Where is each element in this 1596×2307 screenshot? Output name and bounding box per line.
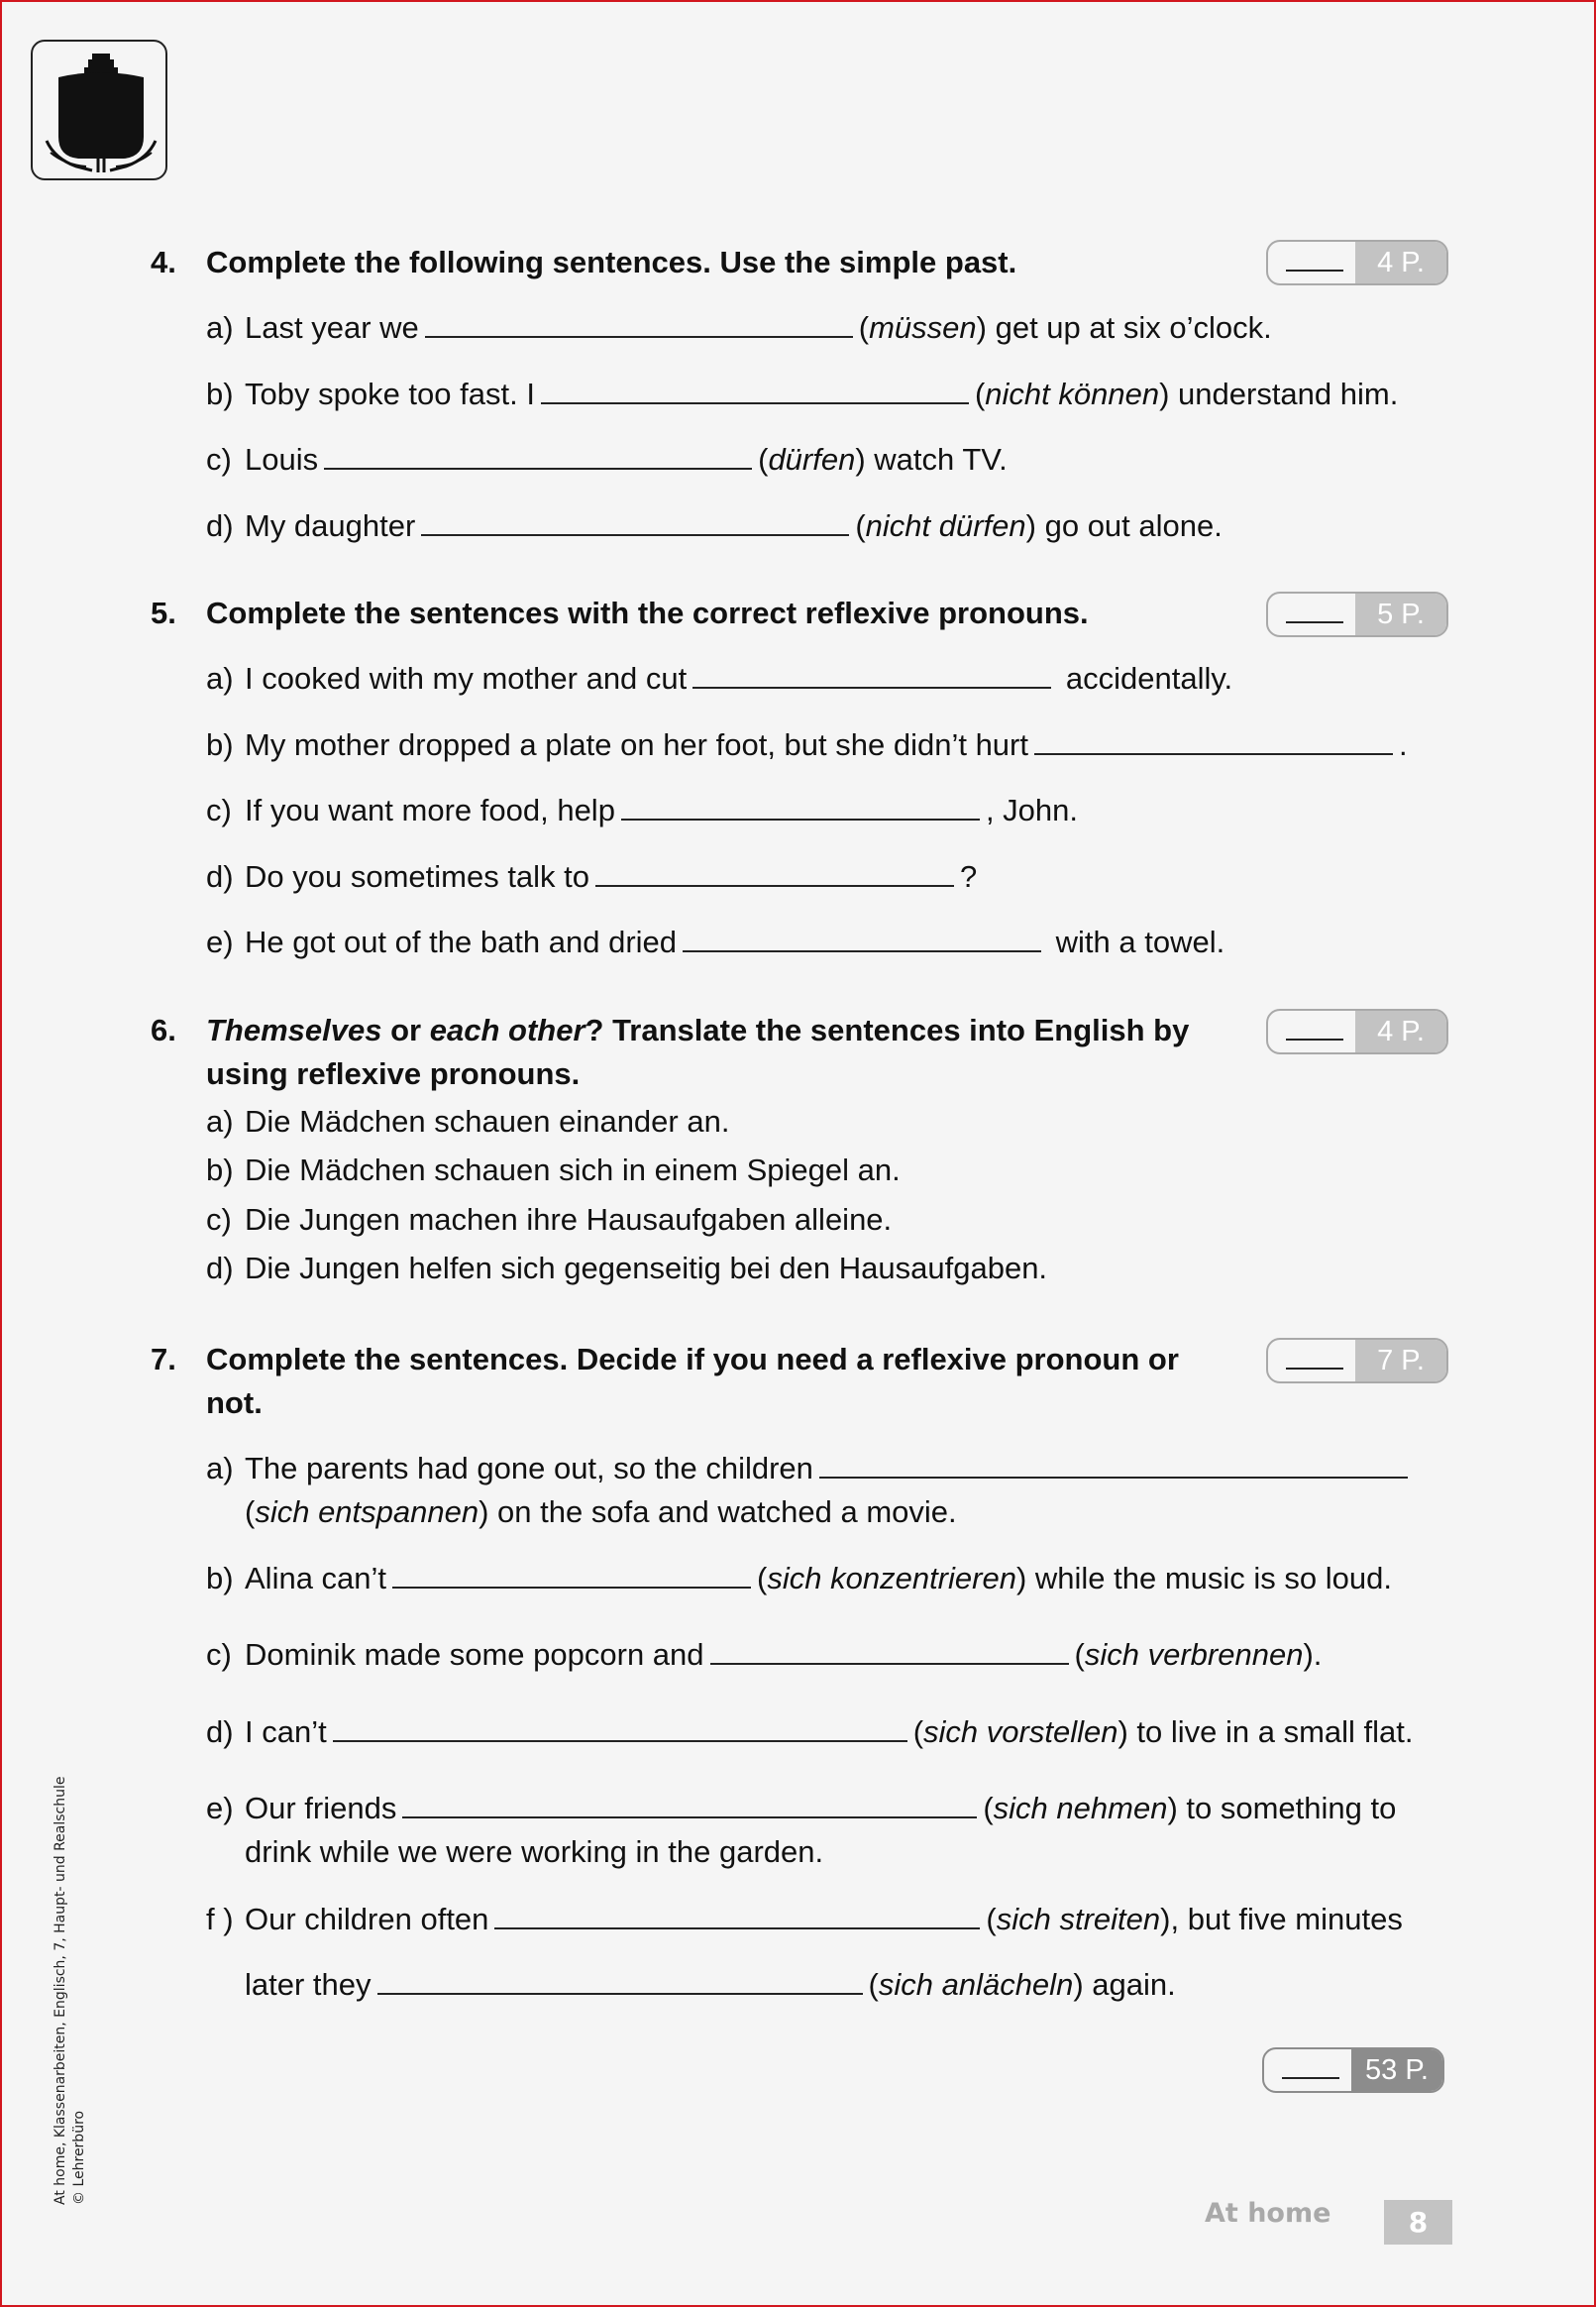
answer-blank[interactable] — [425, 308, 853, 338]
item-label: f ) — [206, 1902, 234, 1936]
item-label: c) — [206, 1202, 232, 1237]
points-value: 7 P. — [1355, 1340, 1446, 1381]
item-text: If you want more food, help — [245, 793, 615, 827]
item-text: understand him. — [1169, 377, 1399, 411]
points-box — [1266, 1338, 1448, 1383]
item-text: . — [1313, 1637, 1323, 1672]
list-item — [206, 1149, 901, 1192]
verb-hint: sich entspannen — [255, 1494, 479, 1529]
item-text: Alina can’t — [245, 1561, 387, 1595]
title-text: or — [381, 1013, 430, 1047]
answer-blank[interactable] — [494, 1900, 980, 1929]
item-label: c) — [206, 1637, 232, 1672]
item-label: d) — [206, 1251, 234, 1285]
answer-blank[interactable] — [621, 791, 980, 821]
list-item: b) Toby spoke too fast. I (nicht können) understand him. — [206, 373, 1398, 416]
task-header — [151, 592, 1448, 635]
item-label: e) — [206, 925, 234, 959]
item-text: Die Mädchen schauen sich in einem Spiegel an. — [245, 1153, 901, 1187]
item-label: d) — [206, 508, 234, 543]
task-title: Complete the following sentences. Use the simple past. — [206, 245, 1017, 279]
task-number: 7. — [151, 1342, 176, 1376]
item-text: go out alone. — [1035, 508, 1223, 543]
list-item: b) Alina can’t (sich konzentrieren) while the music is so loud. — [206, 1557, 1392, 1600]
list-item: d) My daughter (nicht dürfen) go out alone. — [206, 504, 1223, 548]
item-text: Louis — [245, 442, 319, 477]
list-item — [206, 855, 977, 899]
task-number: 5. — [151, 596, 176, 630]
answer-blank[interactable] — [402, 1789, 977, 1818]
total-points-value: 53 P. — [1351, 2049, 1442, 2091]
item-text: Our children often — [245, 1902, 489, 1936]
item-text: , but five minutes — [1170, 1902, 1403, 1936]
task-number: 6. — [151, 1013, 176, 1047]
item-text: . — [1398, 727, 1408, 762]
verb-hint: nicht können — [985, 377, 1160, 411]
task-title: Complete the sentences with the correct reflexive pronouns. — [206, 596, 1089, 630]
side-credit — [52, 1776, 89, 2205]
points-blank[interactable] — [1286, 621, 1343, 623]
list-item: d) I can’t (sich vorstellen) to live in a small flat. — [206, 1710, 1414, 1754]
item-label: d) — [206, 1714, 234, 1749]
title-emphasis: Themselves — [206, 1013, 382, 1047]
list-item: later they (sich anlächeln) again. — [245, 1967, 1176, 2002]
list-item: f ) Our children often (sich streiten), but five minutes — [206, 1898, 1403, 1941]
verb-hint: sich konzentrieren — [767, 1561, 1016, 1595]
task-header — [151, 241, 1448, 284]
verb-hint: dürfen — [768, 442, 856, 477]
list-item: a) The parents had gone out, so the children (sich entspannen) on the sofa and watched a movie. — [206, 1447, 1414, 1534]
item-text: ? — [960, 859, 978, 894]
item-text: Our friends — [245, 1791, 397, 1825]
list-item: a) Last year we (müssen) get up at six o’clock. — [206, 306, 1272, 350]
item-text: watch TV. — [865, 442, 1008, 477]
item-label: b) — [206, 377, 234, 411]
verb-hint: nicht dürfen — [865, 508, 1026, 543]
footer-title: At home — [1205, 2198, 1331, 2229]
item-label: c) — [206, 442, 232, 477]
answer-blank[interactable] — [392, 1559, 751, 1589]
answer-blank[interactable] — [1034, 725, 1393, 755]
list-item — [206, 1198, 892, 1242]
task-header — [151, 1338, 1448, 1425]
answer-blank[interactable] — [324, 440, 752, 470]
item-text: Dominik made some popcorn and — [245, 1637, 704, 1672]
item-text: get up at six o’clock. — [986, 310, 1272, 345]
points-value: 4 P. — [1355, 242, 1446, 283]
verb-hint: sich verbrennen — [1084, 1637, 1304, 1672]
item-label: e) — [206, 1791, 234, 1825]
points-blank[interactable] — [1286, 1039, 1343, 1041]
item-label: a) — [206, 1104, 234, 1139]
list-item — [206, 657, 1232, 701]
item-text: with a towel. — [1047, 925, 1225, 959]
answer-blank[interactable] — [692, 659, 1051, 689]
total-points-box — [1262, 2047, 1444, 2093]
answer-blank[interactable] — [377, 1965, 863, 1995]
item-text: My mother dropped a plate on her foot, but she didn’t hurt — [245, 727, 1028, 762]
task-7 — [151, 1338, 1448, 2002]
pot-in-hands-icon — [31, 40, 167, 180]
item-label: a) — [206, 1451, 234, 1485]
verb-hint: sich streiten — [996, 1902, 1161, 1936]
list-item: c) Dominik made some popcorn and (sich verbrennen). — [206, 1633, 1322, 1677]
points-blank[interactable] — [1286, 270, 1343, 272]
item-text: I can’t — [245, 1714, 327, 1749]
task-title — [206, 1009, 1217, 1096]
item-text: to live in a small flat. — [1127, 1714, 1414, 1749]
item-text: Die Jungen helfen sich gegenseitig bei den Hausaufgaben. — [245, 1251, 1048, 1285]
points-box — [1266, 1009, 1448, 1054]
item-text: I cooked with my mother and cut — [245, 661, 688, 696]
points-blank[interactable] — [1282, 2077, 1339, 2079]
item-text: He got out of the bath and dried — [245, 925, 678, 959]
item-text: accidentally. — [1057, 661, 1233, 696]
task-4 — [151, 241, 1448, 543]
page-number: 8 — [1384, 2200, 1452, 2245]
item-text: while the music is so loud. — [1026, 1561, 1392, 1595]
item-text: Die Jungen machen ihre Hausaufgaben alleine. — [245, 1202, 893, 1237]
answer-blank[interactable] — [710, 1635, 1069, 1665]
item-label: b) — [206, 1561, 234, 1595]
item-text: Last year we — [245, 310, 419, 345]
answer-blank[interactable] — [421, 506, 849, 536]
item-text: on the sofa and watched a movie. — [488, 1494, 957, 1529]
item-text: The parents had gone out, so the children — [245, 1451, 813, 1485]
title-text: ? Translate the sentences into English by using reflexive pronouns. — [206, 1013, 1190, 1091]
item-label: a) — [206, 310, 234, 345]
item-text: My daughter — [245, 508, 416, 543]
task-header — [151, 1009, 1448, 1096]
item-label: b) — [206, 1153, 234, 1187]
task-title: Complete the sentences. Decide if you need a reflexive pronoun or not. — [206, 1342, 1179, 1420]
points-value: 4 P. — [1355, 1011, 1446, 1052]
answer-blank[interactable] — [683, 923, 1041, 952]
answer-blank[interactable] — [819, 1449, 1408, 1479]
item-text: to something to — [1177, 1791, 1397, 1825]
task-number: 4. — [151, 245, 176, 279]
list-item — [206, 921, 1224, 964]
task-6 — [151, 1009, 1448, 1285]
list-item — [206, 723, 1408, 767]
list-item — [206, 789, 1078, 832]
points-box — [1266, 592, 1448, 637]
item-text: again. — [1083, 1967, 1176, 2002]
verb-hint: sich anlächeln — [878, 1967, 1074, 2002]
answer-blank[interactable] — [333, 1712, 907, 1742]
item-text: drink while we were working in the garden. — [245, 1834, 824, 1869]
item-text: Die Mädchen schauen einander an. — [245, 1104, 730, 1139]
item-label: b) — [206, 727, 234, 762]
verb-hint: müssen — [869, 310, 977, 345]
item-text: later they — [245, 1967, 372, 2002]
credit-line: © Lehrerbüro — [71, 2110, 87, 2205]
item-text: Toby spoke too fast. I — [245, 377, 535, 411]
verb-hint: sich vorstellen — [923, 1714, 1118, 1749]
answer-blank[interactable] — [595, 857, 954, 887]
item-text: Do you sometimes talk to — [245, 859, 590, 894]
points-value: 5 P. — [1355, 594, 1446, 635]
points-blank[interactable] — [1286, 1368, 1343, 1370]
answer-blank[interactable] — [541, 375, 969, 404]
list-item — [206, 1247, 1047, 1290]
title-emphasis: each other — [429, 1013, 585, 1047]
task-5 — [151, 592, 1448, 959]
list-item — [206, 1100, 729, 1144]
verb-hint: sich nehmen — [993, 1791, 1168, 1825]
item-label: d) — [206, 859, 234, 894]
credit-line: At home, Klassenarbeiten, Englisch, 7, Haupt- und Realschule — [53, 1776, 68, 2205]
item-label: a) — [206, 661, 234, 696]
list-item: c) Louis (dürfen) watch TV. — [206, 438, 1008, 482]
item-text: , John. — [985, 793, 1078, 827]
points-box — [1266, 240, 1448, 285]
list-item: e) Our friends (sich nehmen) to something to drink while we were working in the garden. — [206, 1787, 1396, 1874]
item-label: c) — [206, 793, 232, 827]
